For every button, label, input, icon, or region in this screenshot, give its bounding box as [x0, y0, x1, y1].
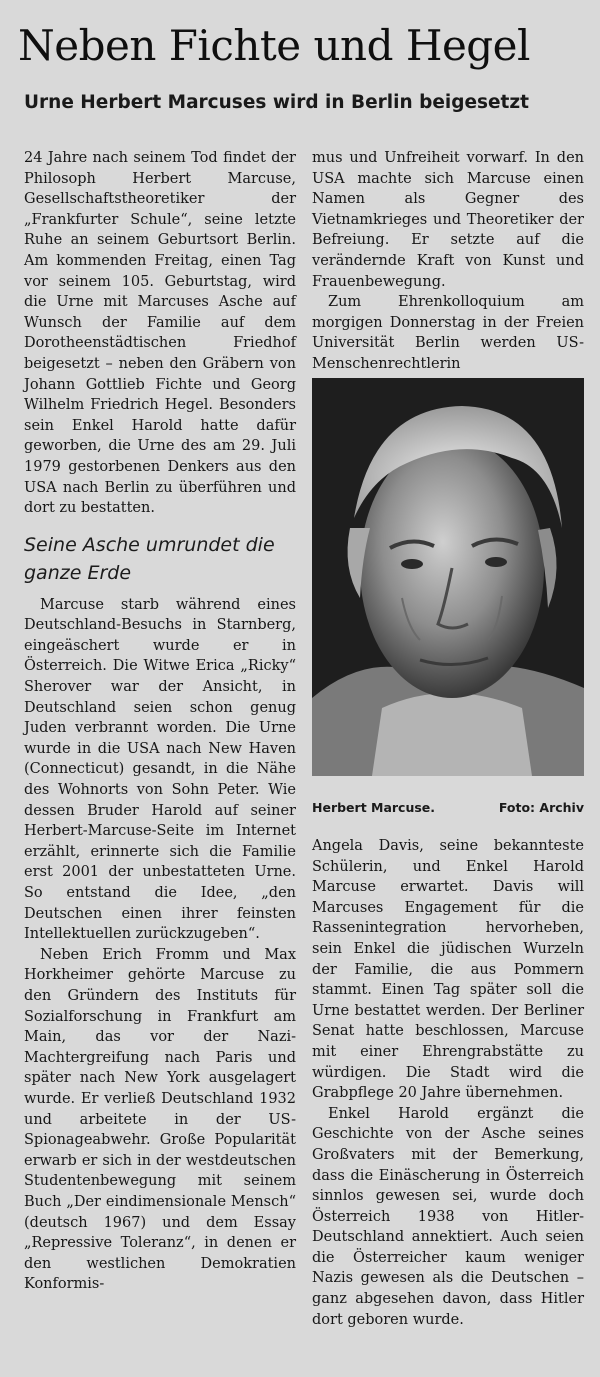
right-column-bottom	[312, 836, 584, 1330]
article-paragraph-1: 24 Jahre nach seinem Tod findet der Philosoph Herbert Marcuse, Gesellschaftstheoretiker der „Frankfurter Schule“, seine letzte Ruhe an seinem Geburtsort Berlin. Am kommenden Freitag, einen Tag vor seinem 105. Geburtstag, wird die Urne mit Marcuses Asche auf Wunsch der Familie auf dem Dorotheenstädtischen Friedhof beigesetzt – neben den Gräbern von Johann Gottlieb Fichte und Georg Wilhelm Friedrich Hegel. Besonders sein Enkel Harold hatte dafür geworben, die Urne des am 29. Juli 1979 gestorbenen Denkers aus den USA nach Berlin zu überführen und dort zu bestatten.	[24, 150, 296, 517]
headline: Neben Fichte und Hegel	[18, 21, 530, 70]
left-column	[24, 148, 296, 1295]
crosshead: Seine Asche umrundet die ganze Erde	[24, 533, 275, 584]
portrait-photo	[312, 378, 584, 776]
article-paragraph-4: mus und Unfreiheit vorwarf. In den USA machte sich Marcuse einen Namen als Gegner des Vietnamkrieges und Theoretiker der Befreiung. Er setzte auf die verändernde Kraft von Kunst und Frauenbewegung.	[312, 150, 584, 290]
article-paragraph-3: Neben Erich Fromm und Max Horkheimer gehörte Marcuse zu den Gründern des Instituts für Sozialforschung in Frankfurt am Main, das vor der Nazi-Machtergreifung nach Paris und später nach New York ausgelagert wurde. Er verließ Deutschland 1932 und arbeitete in der US-Spionageabwehr. Große Popularität erwarb er sich in der westdeutschen Studentenbewegung mit seinem Buch „Der eindimensionale Mensch“ (deutsch 1967) und dem Essay „Repressive Toleranz“, in denen er den westlichen Demokratien Konformis-	[24, 946, 296, 1293]
subheadline: Urne Herbert Marcuses wird in Berlin beigesetzt	[24, 92, 530, 113]
article-paragraph-2: Marcuse starb während eines Deutschland-Besuchs in Starnberg, eingeäschert wurde er in Österreich. Die Witwe Erica „Ricky“ Sherover war der Ansicht, in Deutschland seien schon genug Juden verbrannt worden. Die Urne wurde in die USA nach New Haven (Connecticut) gesandt, in die Nähe des Wohnorts von Sohn Peter. Wie dessen Bruder Harold auf seiner Herbert-Marcuse-Seite im Internet erzählt, erinnerte sich die Familie erst 2001 der unbestatteten Urne. So entstand die Idee, „den Deutschen einen ihrer feinsten Intellektuellen zurückzugeben“.	[24, 596, 296, 943]
article-paragraph-7: Enkel Harold ergänzt die Geschichte von der Asche seines Großvaters mit der Bemerkung, dass die Einäscherung in Österreich sinnlos gewesen sei, wurde doch Österreich 1938 von Hitler-Deutschland annektiert. Auch seien die Österreicher kaum weniger Nazis gewesen als die Deutschen – ganz abgesehen davon, dass Hitler dort geboren wurde.	[312, 1105, 584, 1328]
article-paragraph-6: Angela Davis, seine bekannteste Schülerin, und Enkel Harold Marcuse erwartet. Davis will Marcuses Engagement für die Rassenintegration hervorheben, sein Enkel die jüdischen Wurzeln der Familie, die aus Pommern stammt. Einen Tag später soll die Urne bestattet werden. Der Berliner Senat hatte beschlossen, Marcuse mit einer Ehrengrabstätte zu würdigen. Die Stadt wird die Grabpflege 20 Jahre übernehmen.	[312, 838, 584, 1102]
article-paragraph-5: Zum Ehrenkolloquium am morgigen Donnerstag in der Freien Universität Berlin werden US-Menschenrechtlerin	[312, 294, 584, 372]
photo-credit: Foto: Archiv	[498, 800, 584, 815]
portrait-image	[312, 378, 584, 776]
photo-caption	[312, 800, 584, 815]
right-column-top	[312, 148, 584, 375]
caption-text: Herbert Marcuse.	[312, 800, 436, 815]
